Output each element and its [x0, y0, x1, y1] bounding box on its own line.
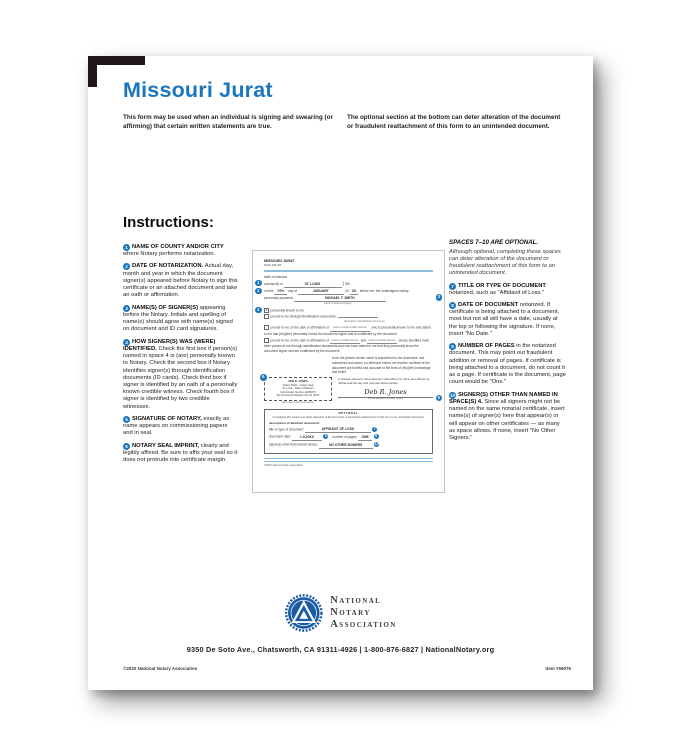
instruction-title: DATE OF NOTARIZATION. [132, 263, 204, 270]
step-3-badge: 3 [123, 305, 130, 312]
county-line [257, 279, 433, 288]
notary-seal-box [264, 377, 332, 401]
form-double-rule [264, 458, 433, 462]
checkbox-row-2 [264, 314, 433, 319]
step-4-badge: 4 [123, 339, 130, 346]
checkbox-text: personally known to me [270, 308, 304, 313]
optional-note: Completing this section can deter alteration of the document or fraudulent reattachment of this form to an unintended document. [272, 415, 425, 419]
optional-desc-label: description of attached document: [269, 420, 320, 425]
footer-item-number: Item #59076 [545, 666, 571, 671]
step-1-badge: 1 [123, 244, 130, 251]
instruction-item-7 [449, 283, 567, 297]
title-label: title or type of document: [269, 427, 304, 432]
instruction-item-10 [449, 392, 567, 443]
instruction-body: notarized, such as "Affidavit of Loss." [449, 289, 545, 296]
optional-notes-heading: SPACES 7–10 ARE OPTIONAL. [449, 239, 539, 246]
seal-line: Notary Public – Notary Seal [282, 383, 314, 387]
seal-line: Commission Number 12345678 [280, 390, 316, 394]
instruction-title: DATE OF DOCUMENT [458, 302, 519, 309]
instruction-body: clearly and legibly affixed. Be sure to affix your seal so it does not protrude into certificate margin. [123, 442, 238, 464]
seal-line: My Commission Expires Jan 09, 20XX [276, 394, 320, 398]
year-value: XX [351, 289, 357, 294]
seal-caption: (affix notary seal imprint above) [281, 401, 314, 404]
step-8-badge: 8 [449, 302, 456, 309]
step-2-badge: 2 [123, 263, 130, 270]
nna-logo [284, 594, 396, 632]
instruction-item-9 [449, 343, 567, 386]
signature-column [332, 377, 440, 405]
optional-title-row [269, 427, 428, 433]
instruction-item-5 [123, 416, 238, 438]
instruction-item-1 [123, 244, 238, 258]
checkbox-text-cont: and [360, 337, 367, 342]
instruction-title: HOW SIGNER(S) WAS (WERE) IDENTIFIED. [123, 338, 216, 352]
callout-10: 10 [374, 442, 379, 447]
callout-2: 2 [255, 288, 262, 295]
sample-jurat-form [252, 250, 445, 493]
form-copyright: ©2020 national notary association [264, 464, 304, 468]
checkbox-text-cont: , who is personally known to me and stated to me that (he)(she) personally knows the document signer and is unaffected by the document [264, 325, 431, 336]
instruction-body: notarized. If certificate is being attached to a document, most but not all will have a date, usually at the top or following the signature. If none, insert "No Date." [449, 302, 560, 337]
state-line: state of missouri [264, 275, 288, 280]
year-pre: , 20 [343, 289, 350, 294]
witness-name-blank-2: (name of credible witness) [367, 338, 397, 344]
county-label: county/city of [264, 282, 283, 287]
instructions-list [123, 244, 238, 469]
checkbox-icon [264, 314, 269, 319]
id-documents-blank [338, 317, 378, 318]
instruction-title: SIGNATURE OF NOTARY, [132, 415, 202, 422]
date-pre: on this [264, 289, 274, 294]
instruction-title: NOTARY SEAL IMPRINT, [132, 442, 200, 449]
jurat-clause: to be the person whose name is subscribed to the document, and subscribed and swore (or affirmed) before me that the contents of the document are truthful and accurate to the best of (his)(her) knowledge and belief. [332, 356, 431, 375]
instructions-heading: Instructions: [123, 214, 214, 231]
title-value: AFFIDAVIT OF LOSS [305, 427, 371, 433]
date-label: document date: [269, 434, 291, 439]
date-value: 9TH [274, 289, 287, 295]
checkbox-text-cont: , whose identities have been proven to me through identification documents and who have stated to me that they personally know the document signer and are unaffected by the document [264, 337, 430, 354]
signer-sublabel: (name of document signer) [324, 302, 352, 305]
seal-column [262, 374, 332, 405]
nna-seal-icon [284, 594, 322, 632]
form-blue-rule [264, 270, 433, 272]
instruction-body: Check the first box if person(s) named in space 4 is (are) personally known to Notary. Check the second box if Notary identifies signer(s) through identification documents (ID cards). Check third box if signer is identified by an oath of a personally known credible witness. Check fourth box if signer is identified by two credible witnesses. [123, 345, 238, 410]
date-line [257, 287, 433, 295]
document-page [88, 56, 593, 690]
nna-logo-text [330, 595, 396, 630]
seal-line: St. Louis – State of Missouri [282, 387, 314, 391]
doc-date-value: 1-9-20XX [292, 435, 322, 441]
instruction-body: where Notary performs notarization. [123, 251, 216, 258]
step-7-badge: 7 [449, 283, 456, 290]
appeared-line [264, 294, 440, 302]
seal-name: DEB R. JONES [288, 380, 308, 384]
instruction-body: appearing before the Notary. Initials and spelling of name(s) should agree with name(s) signed on document and ID card signatures. [123, 304, 233, 333]
footer-copyright: ©2020 National Notary Association [123, 666, 198, 671]
checkbox-text: proved to me through identification documents: [270, 314, 337, 319]
callout-7: 7 [373, 426, 376, 431]
signature-sublabel: (official signature of Notary Public) [368, 398, 403, 401]
optional-date-row [269, 434, 428, 440]
callout-8: 8 [324, 434, 327, 439]
checkbox-row-1 [264, 308, 433, 313]
notary-signature: Deb R. Jones [364, 387, 407, 396]
month-value: JANUARY [298, 289, 344, 295]
checkbox-icon [264, 338, 269, 343]
witness-clause: in witness whereof I have hereunto subscribed my name and affixed my official seal the day and year last above written. [338, 377, 430, 386]
footer-address: 9350 De Soto Ave., Chatsworth, CA 91311-4926 | 1-800-876-6827 | NationalNotary.org [186, 645, 495, 654]
identification-checkboxes [257, 306, 433, 354]
instruction-item-3 [123, 305, 238, 334]
optional-heading: OPTIONAL [338, 411, 359, 416]
ss-brace: } ss. [342, 281, 351, 287]
date-mid: day of [288, 289, 297, 294]
checkbox-text: proved to me on the oath or affirmation of [270, 325, 329, 330]
step-9-badge: 9 [449, 343, 456, 350]
instruction-item-2 [123, 263, 238, 299]
signature-line [338, 388, 433, 399]
instruction-body: Since all signers might not be named on the same notarial certificate, insert name(s) of signer(s) here that appear(s) or will appear on other certificates — as many as space allows. If none, insert "No Other Signers." [449, 398, 565, 441]
intro-paragraph-left: This form may be used when an individual is signing and swearing (or affirming) that certain written statements are true. [123, 114, 333, 131]
intro-paragraph-right: The optional section at the bottom can deter alteration of the document or fraudulent reattachment of this form to an unintended document. [347, 114, 561, 131]
step-10-badge: 10 [449, 392, 456, 398]
seal-and-signature-row [262, 374, 440, 405]
witness-name-blank: (name of credible witness) [330, 338, 360, 344]
logo-line-association: Association [330, 618, 397, 630]
other-signers-label: signer(s) other than named above: [269, 442, 318, 447]
logo-line-notary: Notary [330, 607, 371, 619]
form-header: MISSOURI JURAT [264, 259, 295, 263]
instruction-body: exactly as name appears on commissioning papers and in seal. [123, 415, 230, 437]
pages-label: number of pages: [332, 434, 358, 439]
callout-9: 9 [375, 434, 378, 439]
checkbox-row-4 [264, 338, 433, 354]
optional-signers-row [269, 442, 428, 448]
instruction-item-6 [123, 443, 238, 465]
pages-value: ONE [358, 435, 372, 441]
county-value: ST. LOUIS [284, 282, 342, 288]
callout-4: 4 [255, 307, 262, 314]
callout-5: 5 [436, 395, 443, 402]
checkbox-sublabel: (description of identification documents) [344, 320, 385, 323]
instruction-body: in the notarized document. This may point out fraudulent addition or removal of pages. If certificate is being attached to a document, do not count it as a page. If certificate is the document, page count would be "One." [449, 343, 566, 386]
form-subheader: RSMo 486.285 [264, 264, 282, 268]
optional-section [264, 409, 433, 454]
checkbox-icon [264, 325, 269, 330]
checkbox-text: proved to me on the oath or affirmation of [270, 337, 329, 342]
instruction-title: TITLE OR TYPE OF DOCUMENT [458, 282, 546, 289]
page-title: Missouri Jurat [123, 78, 273, 102]
instruction-title: NAME OF COUNTY AND/OR CITY [132, 244, 224, 250]
callout-1: 1 [255, 280, 262, 287]
witness-name-blank: (name of single credible witness) [330, 325, 370, 331]
appeared-label: personally appeared [264, 295, 293, 300]
page-corner-fold-side [88, 56, 97, 87]
logo-line-national: National [330, 595, 382, 607]
signer-value: MICHAEL T. SMITH [294, 296, 386, 302]
checkbox-checked-icon: x [265, 308, 268, 313]
optional-spaces-notes [449, 239, 567, 447]
step-6-badge: 6 [123, 443, 130, 450]
step-5-badge: 5 [123, 416, 130, 423]
callout-3: 3 [436, 294, 443, 301]
instruction-body: Actual day, month and year in which the document signer(s) appeared before Notary to sign this certificate or an attached document and take an oath or affirmation. [123, 263, 238, 299]
checkbox-row-3 [264, 325, 433, 337]
instruction-title: NAME(S) OF SIGNER(S) [132, 304, 199, 311]
optional-notes-intro: Although optional, completing these spaces can deter alteration of the document or fraudulent reattachment of this form to an unintended document. [449, 248, 561, 277]
instruction-item-4 [123, 339, 238, 411]
instruction-title: SIGNER(S) OTHER THAN NAMED IN SPACE(S) 4. [449, 391, 558, 405]
other-signers-value: NO OTHER SIGNERS [319, 443, 373, 449]
callout-6: 6 [260, 374, 267, 381]
instruction-title: NUMBER OF PAGES [458, 343, 515, 350]
instruction-item-8 [449, 302, 567, 338]
date-post: , before me, the undersigned notary, [357, 289, 410, 294]
